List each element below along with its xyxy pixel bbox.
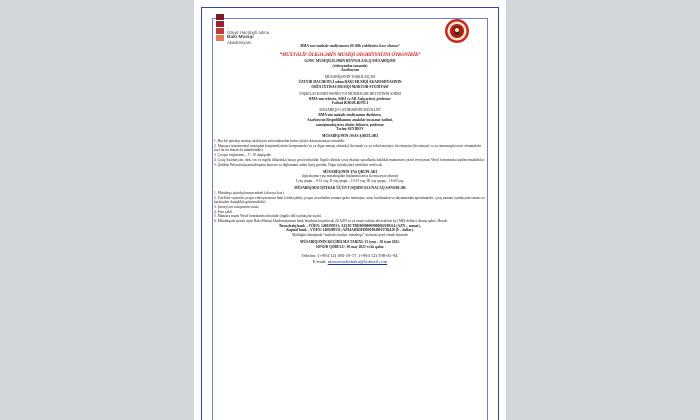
organizer-heading: MÜSABİQƏNİN TƏŞKİLATÇISI	[324, 75, 376, 80]
organizer-line: ORTA İXTİSAS MUSİQİ MƏKTƏB-STUDİYASI	[311, 84, 389, 89]
contact-phone: Telefon: (+994 12) 493-19-17, (+994 12) 598-01-94.	[301, 253, 399, 259]
list-item: 2. Mənzərə instrumental musiqinin fraqmentlərinin fortepianoda (və ya digər musiqi alətində) ifa etmək və ya vokal musiqisi ifa etməyini (ifa etməsi) və ya onunmuşla təsvir olunmalıdır (not ilə ifa etmək də mümkündür).	[214, 143, 482, 153]
bank-line: Kapital bank – VÖEN: 1400299531; AZ94AIIB38190010840013782410 ($ – dollar).	[286, 228, 414, 233]
list-item: 3. Şəxsiyyəti vəsiqəsinin surəti.	[214, 204, 260, 209]
submission-deadline: SƏNƏD QƏBULU: 30 may 2021-ci ilə qədər.	[315, 244, 385, 249]
chair-title: BMA-nın rektoru, SSRİ və AR Xalq artisti, professor	[309, 96, 391, 101]
list-item: 6. Müsabiqədə iştirak üçün Bakı Musiqi Akademiyasının bank hesabına keçirilocək 20 AZN və ya onun valyuta ekvivalenti ilə (ABŞ dolları) ödəniş qəbzi. Hesab:	[214, 219, 448, 224]
author-line: sənətşünaslıq üzrə elmlər doktoru, professor	[315, 122, 385, 127]
logo-line: Üzeyir Hacıbəyli adına	[227, 30, 269, 35]
list-item: 3. Çıxışın reqlamenti – 5 - 10 dəqiqədir.	[214, 153, 272, 158]
list-item: 5. Mənzərə mətni Word formatında olmalıdır (ingilis dili iştirakçılar üçün).	[214, 214, 322, 219]
logo-line: Bakı Musiqi	[227, 35, 254, 40]
contest-dates: MÜSABİQƏNİN KEÇİRİLMƏ TARİXİ: 15 iyun – 30 iyun 2021.	[300, 240, 400, 245]
logo-line: Akademiyası	[227, 40, 251, 45]
document-page	[194, 0, 506, 420]
author-line: Azərbaycan Respublikasının əməkdar incəsənət xadimi,	[307, 117, 393, 122]
contact-email-row	[214, 259, 486, 265]
list-item: 2. YouTube saytında çıxışın videoyazısının linki (videoçəkiliş çıxışın əvvəlindən sonuna qədər montajsız, arası kəsilmədən və dayanmadan aparılmalıdır; çıxış zamanı iştirakçının siması və hərəkətləri dəqiqliklə görünməlidir).	[214, 195, 485, 205]
ages-note: (iştirakçının yaşı müsabiqənin başlanma tarixi ilə müəyyən olunur)	[301, 174, 399, 179]
conditions-list	[214, 139, 486, 167]
list-item: 1. Müsabiqə iştirakçılarının anketi (əlavəyə bax).	[214, 190, 285, 195]
list-item: 1. Hər bir iştirakçı musiqi ədəbiyyatı mövzularından birinə yiləlu olaraq mənzərə etməlidir.	[214, 139, 346, 144]
documents-list	[214, 191, 486, 224]
contest-subtitle: GƏNC MUSİQİÇİLƏRİN BEYNƏLXALQ MÜSABİQƏSİ	[304, 58, 396, 63]
contest-title: “MÜXTƏLİF ÖLKƏLƏRİN MUSİQİ ƏDƏBİYYATINI ÖYRƏNİRİK”	[279, 52, 421, 58]
organizer-line: ÜZEYİR HACIBƏYLİ adına BAKI MUSİQİ AKADEMİYASININ	[298, 80, 402, 85]
bank-note: Məbləğin ödənişində “məktəb-studiya, müsabiqə” sözlərini qeyd etmək lazımdır	[292, 233, 408, 238]
chair-heading: TƏŞKİLAT KOMİTƏSİNİN VƏ MÜNSİFLƏR HEYƏTİNİN SƏDRİ	[299, 91, 401, 96]
author-name: Tərlan SEYİDOV	[336, 127, 364, 132]
chair-name: Fərhad BƏDƏLBƏYLİ	[331, 101, 369, 106]
list-item: 5. Qaliblər Beynəlxalq müsabiqənin laureatı və diplomantı adına layiq görülür. Digər iştirakçılara sertifikat verilocək.	[214, 162, 384, 167]
list-item: 4. Foto şəkil.	[214, 209, 233, 214]
author-heading: MÜSABİQƏ LAYİHƏSİNİN MÜƏLLİFİ	[319, 108, 381, 113]
ages-groups: I yaş qrupu – 9-12 yaş; II yaş qrupu – 13-15 yaş; III yaş qrupu – 16-20 yaş.	[296, 179, 404, 184]
email-label: E-mail:	[312, 259, 327, 265]
emblem-icon	[444, 18, 470, 44]
author-line: BMA-nın məktəb-studiyasının direktoru,	[318, 113, 382, 118]
bank-line: Beynəlxalq bank – VÖEN: 1400299531; AZ10CTRE00000000000002108214 (AZN – manat),	[279, 223, 421, 228]
list-item: 4. Çıxış Azərbaycan, türk, rus və ingilis dillərində (istəyə görə) olmalıdır. İngilis dilində çıxış edənlər sənədlərdə haklıkla məmurinin yazılı versiyasını Word formatında təqdim etməlidirlər.	[214, 157, 485, 162]
academy-logo-mark	[216, 14, 224, 42]
ages-heading: MÜSABİQƏNİN YAŞ QRUPLARI	[322, 169, 378, 174]
contest-country: Azərbaycan	[340, 68, 360, 73]
documents-heading: MÜSABİQƏDƏ İŞTİRAK ÜÇÜN TƏQDİM OLUNACAQ SƏNƏDLƏR	[294, 186, 406, 191]
document-body	[214, 44, 486, 265]
contest-format: (videoyazılar əsasında)	[332, 63, 368, 68]
email-link[interactable]: musuestudiobaku@hotmail.com	[327, 259, 388, 265]
academy-logo-text	[227, 30, 269, 45]
anniversary-emblem	[444, 18, 470, 44]
conditions-heading: MÜSABİQƏNİN ƏSAS ŞƏRTLƏRİ	[321, 134, 379, 139]
anniversary-line: BMA-nın məktəb-studiyasının 40 illik yubileyinə həsr olunur!	[300, 44, 400, 48]
